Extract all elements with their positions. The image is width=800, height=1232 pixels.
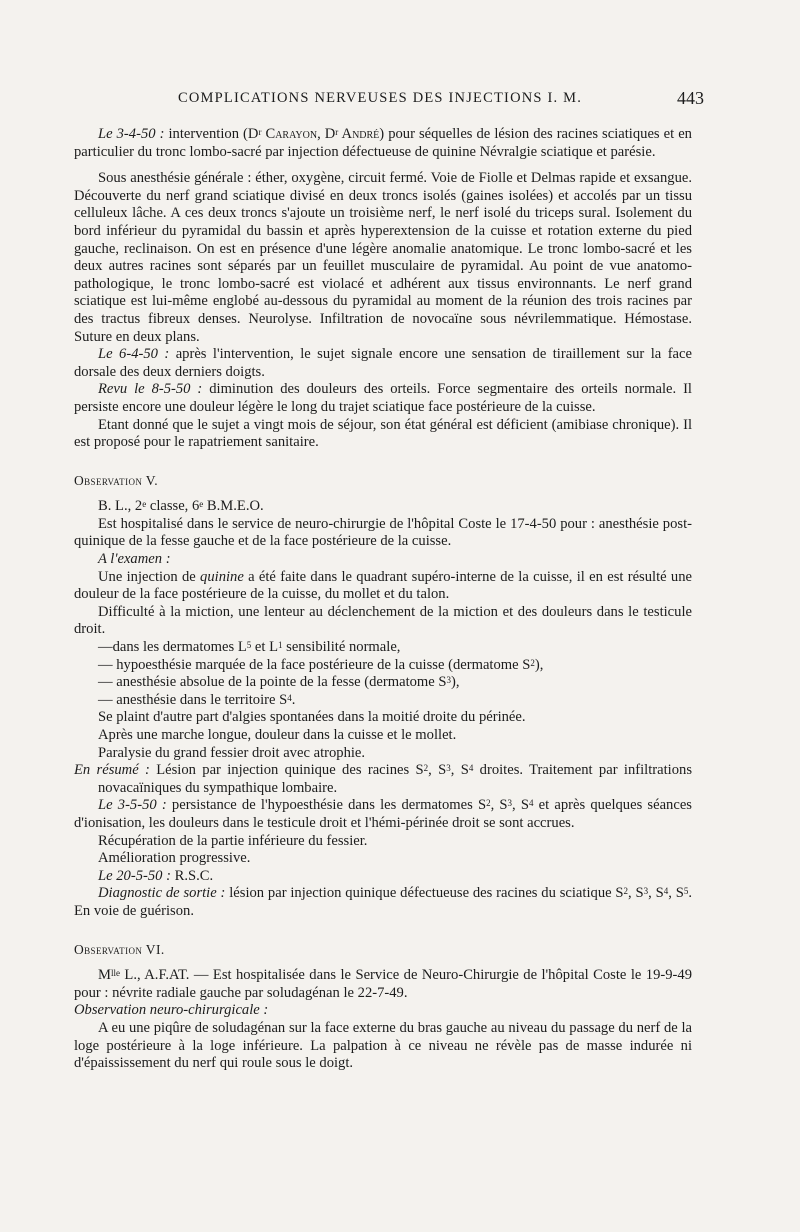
- obs5-paragraph-1: Est hospitalisé dans le service de neuro-chirurgie de l'hôpital Coste le 17-4-50 pour : anesthésie post-quinique de la fesse gauche et de la face postérieure de la cuisse.: [74, 515, 692, 550]
- obs4-date-2: Le 6-4-50 :: [98, 346, 170, 363]
- obs5-resume: En résumé : Lésion par injection quinique des racines $S^2$, $S^3$, $S^4$ droites. Traitement par infiltrations novacaïniques du sympathique lombaire.: [74, 762, 692, 796]
- obs4-paragraph-1: Le 3-4-50 : intervention ($D^r$ Carayon, $D^r$ André) pour séquelles de lésion des racines sciatiques et en particulier du tronc lombo-sacré par injection défectueuse de quinine Névralgie sciatique et parésie.: [74, 126, 692, 160]
- obs6-paragraph-1: A eu une piqûre de soludagénan sur la face externe du bras gauche au niveau du passage du nerf de la loge postérieure à la loge inférieure. La palpation à ce niveau ne révèle pas de masse indurée ni d'épaississement du nerf qui roule sous le doigt.: [74, 1019, 692, 1072]
- obs5-paragraph-3: Difficulté à la miction, une lenteur au déclenchement de la miction et des douleurs dans le testicule droit.: [74, 603, 692, 638]
- page-header: [0, 90, 800, 114]
- obs5-paragraph-10: Le 20-5-50 : R.S.C.: [98, 867, 214, 884]
- obs5-dermatome-1: —dans les dermatomes $L^5$ et $L^1$ sensibilité normale,: [98, 639, 401, 656]
- obs5-patient: B. L., 2e classe, 6e B.M.E.O.: [98, 498, 264, 515]
- obs5-dermatome-4: — anesthésie dans le territoire $S^4$.: [98, 691, 296, 708]
- obs4-paragraph-4: Revu le 8-5-50 : diminution des douleurs des orteils. Force segmentaire des orteils normale. Il persiste encore une douleur légère le long du trajet sciatique face postérieure de la cuisse.: [74, 381, 692, 415]
- obs4-paragraph-5: Etant donné que le sujet a vingt mois de séjour, son état général est déficient (amibiase chronique). Il est proposé pour le rapatriement sanitaire.: [74, 416, 692, 451]
- obs6-heading: Observation VI.: [74, 941, 165, 957]
- obs4-date-1: Le 3-4-50 :: [98, 126, 165, 142]
- obs5-heading: Observation V.: [74, 472, 158, 488]
- obs5-paragraph-5: Après une marche longue, douleur dans la cuisse et le mollet.: [98, 727, 457, 743]
- obs4-paragraph-3: Le 6-4-50 : après l'intervention, le sujet signale encore une sensation de tiraillement sur la face dorsale des deux derniers doigts.: [74, 346, 692, 380]
- obs4-date-3: Revu le 8-5-50 :: [98, 381, 203, 398]
- obs5-diagnosis: Diagnostic de sortie : lésion par injection quinique défectueuse des racines du sciatique $S^2$, $S^3$, $S^4$, $S^5$. En voie de guérison.: [74, 885, 692, 919]
- obs5-paragraph-6: Paralysie du grand fessier droit avec atrophie.: [98, 744, 366, 761]
- document-body: [74, 126, 692, 1073]
- obs6-patient: $M^{lle}$ L., A.F.AT. — Est hospitalisée dans le Service de Neuro-Chirurgie de l'hôpital Coste le 19-9-49 pour : névrite radiale gauche par soludagénan le 22-7-49.: [74, 967, 692, 1001]
- obs5-dermatome-2: — hypoesthésie marquée de la face postérieure de la cuisse (dermatome $S^2$),: [98, 656, 544, 673]
- obs5-paragraph-8: Récupération de la partie inférieure du fessier.: [98, 832, 368, 849]
- obs5-paragraph-4: Se plaint d'autre part d'algies spontanées dans la moitié droite du périnée.: [98, 709, 526, 726]
- running-title: COMPLICATIONS NERVEUSES DES INJECTIONS I. M.: [178, 90, 583, 106]
- obs5-paragraph-2: Une injection de quinine a été faite dans le quadrant supéro-interne de la cuisse, il en est résulté une douleur de la face postérieure de la cuisse, du mollet et du talon.: [74, 568, 692, 603]
- obs5-exam-label: A l'examen :: [98, 551, 171, 568]
- obs4-paragraph-2: Sous anesthésie générale : éther, oxygène, circuit fermé. Voie de Fiolle et Delmas rapide et exsangue. Découverte du nerf grand sciatique divisé en deux troncs isolés (gaines isolées) et accolés par un tissu celluleux lâche. A ces deux troncs s'ajoute un troisième nerf, le nerf isolé du triceps sural. Isolement du bord inférieur du pyramidal du bassin et après hyperextension de la cuisse et rotation externe du pied gauche, reclinaison. On est en présence d'une légère anomalie anatomique. Le tronc lombo-sacré et les deux autres racines sont séparés par un feuillet musculaire de pyramidal. Au point de vue anatomo-pathologique, le tronc lombo-sacré est violacé et adhérent aux tissus environnants. Le nerf grand sciatique est lui-même englobé au-dessous du pyramidal au moment de la réunion des trois racines par des tractus fibreux denses. Neurolyse. Infiltration de novocaïne sous névrilemmatique. Hémostase. Suture en deux plans.: [74, 170, 692, 345]
- obs5-dermatome-3: — anesthésie absolue de la pointe de la fesse (dermatome $S^3$),: [98, 674, 460, 691]
- obs5-paragraph-7: Le 3-5-50 : persistance de l'hypoesthésie dans les dermatomes $S^2$, $S^3$, $S^4$ et après quelques séances d'ionisation, les douleurs dans le testicule droit et l'hémi-périnée droit se sont accrues.: [74, 797, 692, 831]
- obs5-paragraph-9: Amélioration progressive.: [98, 850, 251, 867]
- page-number: 443: [677, 88, 704, 108]
- obs6-observation-label: Observation neuro-chirurgicale :: [74, 1002, 269, 1019]
